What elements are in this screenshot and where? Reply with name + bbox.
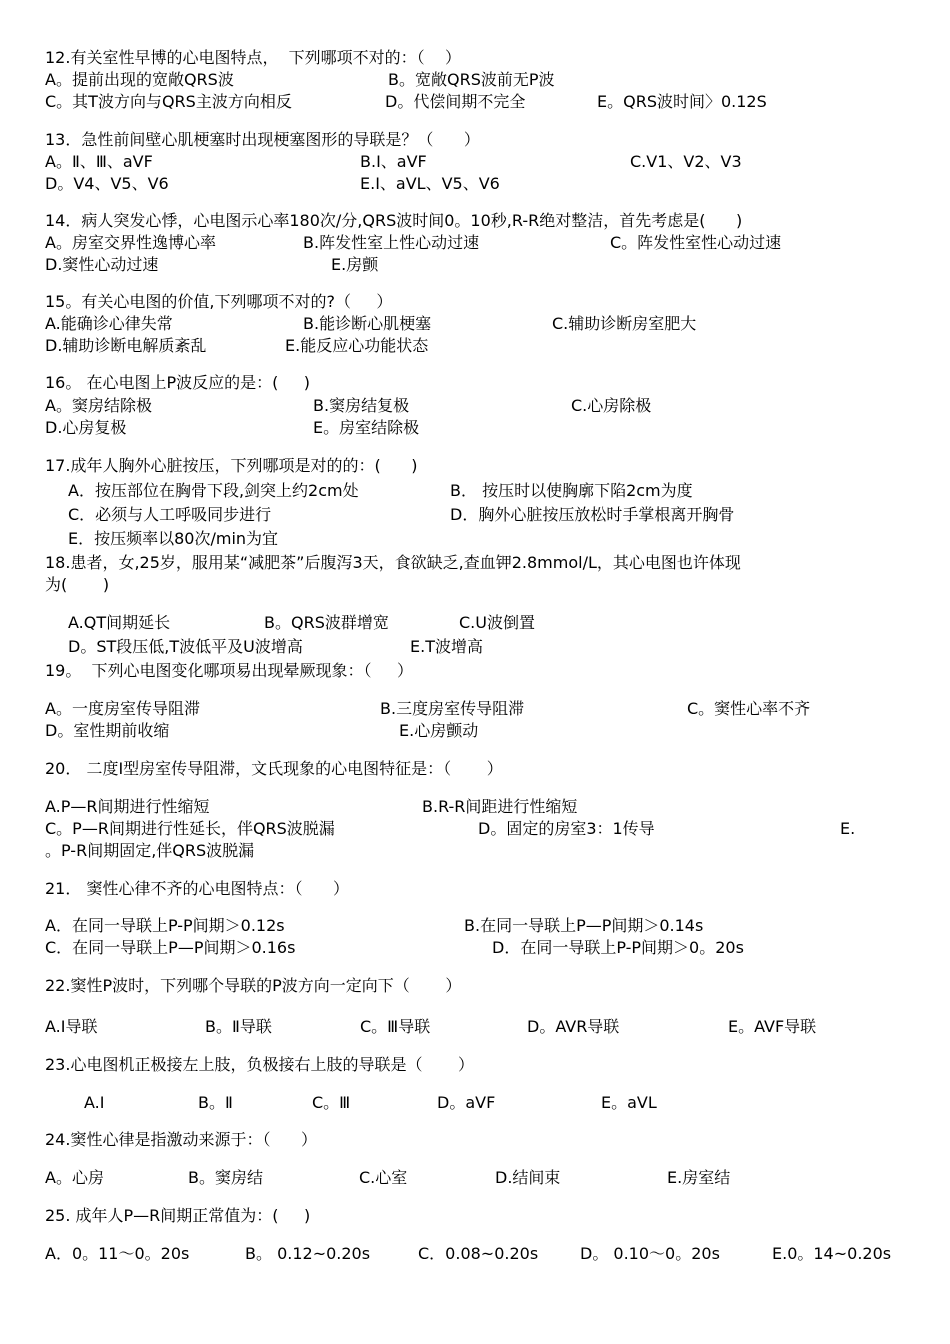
option-24d: D.结间束	[495, 1168, 561, 1187]
option-22e: E。AVF导联	[728, 1017, 817, 1036]
option-19a: A。一度房室传导阻滞	[45, 699, 200, 718]
option-19d: D。室性期前收缩	[45, 721, 170, 740]
option-12b: B。宽敞QRS波前无P波	[388, 70, 555, 89]
option-15a: A.能确诊心律失常	[45, 314, 173, 333]
question-24: 24.窦性心律是指激动来源于：（ ）	[45, 1130, 317, 1149]
option-23d: D。aVF	[437, 1093, 496, 1112]
option-17a: A．按压部位在胸骨下段,剑突上约2cm处	[68, 481, 359, 500]
option-21d: D．在同一导联上P-P间期＞0。20s	[492, 938, 744, 957]
option-19c: C。窦性心率不齐	[687, 699, 811, 718]
question-20: 20． 二度Ⅰ型房室传导阻滞，文氏现象的心电图特征是：（ ）	[45, 759, 503, 778]
option-25a: A．0。11～0。20s	[45, 1244, 190, 1263]
option-16b: B.窦房结复极	[313, 396, 410, 415]
option-23c: C。Ⅲ	[312, 1093, 351, 1112]
question-21: 21． 窦性心律不齐的心电图特点：（ ）	[45, 879, 349, 898]
option-23e: E。aVL	[601, 1093, 657, 1112]
option-15e: E.能反应心功能状态	[285, 336, 429, 355]
option-25d: D。 0.10～0。20s	[580, 1244, 720, 1263]
question-13: 13．急性前间壁心肌梗塞时出现梗塞图形的导联是？（ ）	[45, 130, 480, 149]
option-21a: A．在同一导联上P-P间期＞0.12s	[45, 916, 285, 935]
option-16c: C.心房除极	[571, 396, 652, 415]
option-25c: C．0.08~0.20s	[418, 1244, 539, 1263]
option-20c: C。P—R间期进行性延长，伴QRS波脱漏	[45, 819, 335, 838]
option-13a: A。Ⅱ、Ⅲ、aVF	[45, 152, 153, 171]
option-14c: C。阵发性室性心动过速	[610, 233, 782, 252]
option-17d: D．胸外心脏按压放松时手掌根离开胸骨	[450, 505, 735, 524]
question-22: 22.窦性P波时，下列哪个导联的P波方向一定向下（ ）	[45, 976, 462, 995]
option-12c: C。其T波方向与QRS主波方向相反	[45, 92, 292, 111]
option-19b: B.三度房室传导阻滞	[380, 699, 525, 718]
option-23a: A.Ⅰ	[84, 1093, 105, 1112]
option-23b: B。Ⅱ	[198, 1093, 233, 1112]
option-18a: A.QT间期延长	[68, 613, 171, 632]
option-16e: E。房室结除极	[313, 418, 420, 437]
option-15d: D.辅助诊断电解质紊乱	[45, 336, 207, 355]
option-24c: C.心室	[359, 1168, 408, 1187]
option-25b: B。 0.12~0.20s	[245, 1244, 371, 1263]
question-12: 12.有关室性早博的心电图特点， 下列哪项不对的：（ ）	[45, 48, 461, 67]
question-23: 23.心电图机正极接左上肢，负极接右上肢的导联是（ ）	[45, 1055, 475, 1074]
option-25e: E.0。14~0.20s	[772, 1244, 892, 1263]
option-12e: E。QRS波时间〉0.12S	[597, 92, 767, 111]
option-13b: B.Ⅰ、aVF	[360, 152, 427, 171]
question-18: 18.患者，女,25岁，服用某“减肥茶”后腹泻3天，食欲缺乏,查血钾2.8mmol/L，其心电图也许体现	[45, 553, 741, 572]
option-21b: B.在同一导联上P—P间期＞0.14s	[464, 916, 704, 935]
question-15: 15。有关心电图的价值,下列哪项不对的?（ ）	[45, 292, 393, 311]
option-24a: A。心房	[45, 1168, 104, 1187]
option-18d: D。ST段压低,T波低平及U波增高	[68, 637, 303, 656]
option-13d: D。V4、V5、V6	[45, 174, 169, 193]
option-24e: E.房室结	[667, 1168, 731, 1187]
question-25: 25. 成年人P—R间期正常值为：( )	[45, 1206, 311, 1225]
option-22c: C。Ⅲ导联	[360, 1017, 431, 1036]
option-22d: D。AVR导联	[527, 1017, 620, 1036]
option-15c: C.辅助诊断房室肥大	[552, 314, 697, 333]
option-24b: B。窦房结	[188, 1168, 263, 1187]
option-20a: A.P—R间期进行性缩短	[45, 797, 210, 816]
option-13e: E.Ⅰ、aVL、V5、V6	[360, 174, 500, 193]
option-14a: A。房室交界性逸博心率	[45, 233, 216, 252]
option-12d: D。代偿间期不完全	[385, 92, 526, 111]
option-18c: C.U波倒置	[459, 613, 535, 632]
option-16a: A。窦房结除极	[45, 396, 152, 415]
option-18b: B。QRS波群增宽	[264, 613, 389, 632]
option-15b: B.能诊断心肌梗塞	[303, 314, 432, 333]
option-13c: C.V1、V2、V3	[630, 152, 742, 171]
option-14b: B.阵发性室上性心动过速	[303, 233, 480, 252]
question-18-cont: 为( )	[45, 575, 110, 594]
question-19: 19。 下列心电图变化哪项易出现晕厥现象：（ ）	[45, 661, 413, 680]
option-20e-text: 。P-R间期固定,伴QRS波脱漏	[45, 841, 255, 860]
option-17e: E．按压频率以80次/min为宜	[68, 529, 279, 548]
option-14d: D.窦性心动过速	[45, 255, 159, 274]
option-21c: C．在同一导联上P—P间期＞0.16s	[45, 938, 296, 957]
option-12a: A。提前出现的宽敞QRS波	[45, 70, 234, 89]
option-18e: E.T波增高	[410, 637, 483, 656]
option-20e: E.	[840, 819, 856, 838]
question-17: 17.成年人胸外心脏按压，下列哪项是对的的：( )	[45, 456, 418, 475]
option-22a: A.Ⅰ导联	[45, 1017, 98, 1036]
question-14: 14．病人突发心悸，心电图示心率180次/分,QRS波时间0。10秒,R-R绝对整洁，首先考虑是( )	[45, 211, 743, 230]
option-17c: C．必须与人工呼吸同步进行	[68, 505, 272, 524]
option-14e: E.房颤	[331, 255, 379, 274]
option-17b: B． 按压时以使胸廓下陷2cm为度	[450, 481, 693, 500]
option-20b: B.R-R间距进行性缩短	[422, 797, 578, 816]
option-16d: D.心房复极	[45, 418, 127, 437]
question-16: 16。 在心电图上P波反应的是：( )	[45, 373, 311, 392]
option-20d: D。固定的房室3：1传导	[478, 819, 655, 838]
option-19e: E.心房颤动	[399, 721, 479, 740]
option-22b: B。Ⅱ导联	[205, 1017, 272, 1036]
